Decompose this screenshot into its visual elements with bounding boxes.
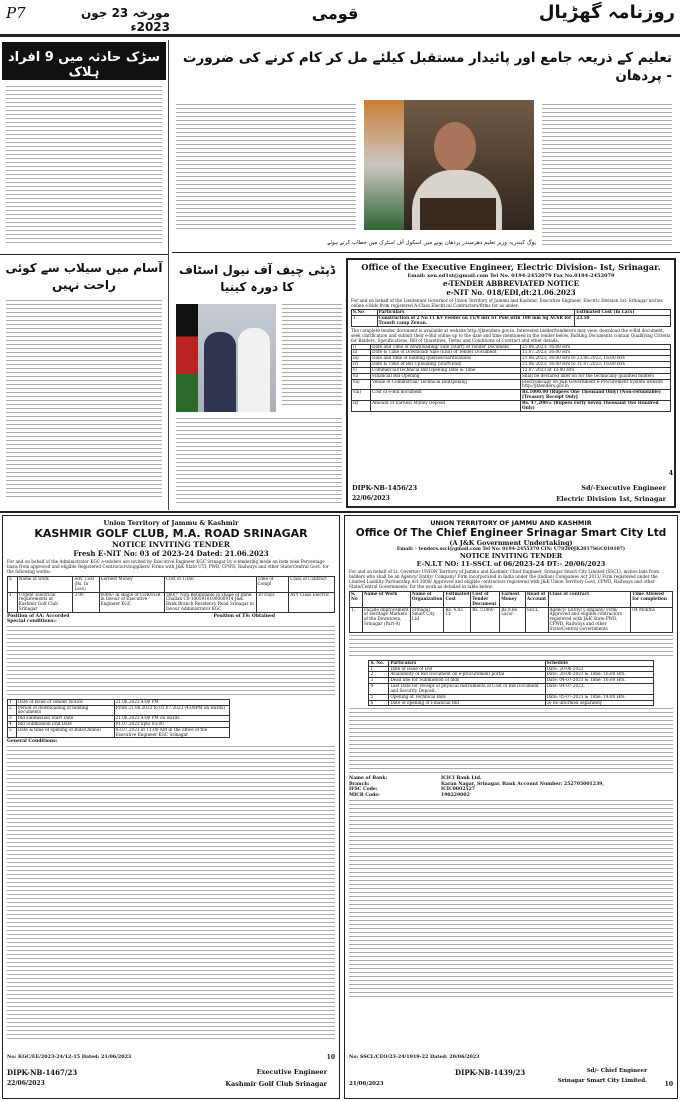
schedule-cell: Date of issue of IFB (389, 666, 545, 672)
schedule-cell: Date: 20-06-2023 (545, 666, 653, 672)
electric-tender (346, 258, 676, 508)
schedule-value: Electronically on J&K Government e-Procurement System website http://jktenders.gov.in (521, 379, 671, 390)
paper-name: روزنامہ گھڑیال (538, 2, 675, 23)
schedule-value: 21.06.2023; 16:00 Hrs (521, 344, 671, 350)
schedule-no: viii) (352, 390, 371, 401)
dates-cell: 03.07.2023 at 11:00 AM in the office of the Executive Engineer KGC Srinagar (114, 727, 229, 738)
schedule-no: iv) (352, 362, 371, 368)
schedule-no: i) (352, 344, 371, 350)
sscl-ut: UNION TERRITORY OF JAMMU AND KASHMIR (430, 519, 592, 527)
table-cell: Rs. 4.83 Cr. (444, 607, 471, 632)
schedule-value: 21.06.2023; 16:00 Hrs to 23.06.2023; 16:00 Hrs (521, 356, 671, 362)
sscl-office: Office Of The Chief Engineer Srinagar Smart City Ltd (355, 527, 667, 539)
schedule-cell: Last Date for receipt of physical instruments of Cost of Bid Document and Security Deposit. (389, 684, 545, 695)
golf-work-table (7, 576, 335, 613)
dates-cell: Date of Issue of Tender Notice (16, 699, 114, 705)
bank-name: ICICI Bank Ltd. (441, 776, 482, 782)
date-line: مورخہ 23 جون 2023ء (80, 6, 170, 34)
schedule-header-cell: S. No. (369, 660, 389, 666)
table-header: Earnest Money (99, 577, 164, 592)
schedule-item: Date and time of bidding queries/clarifications (371, 356, 521, 362)
schedule-value: 11.07.2023; 16:00 Hrs (521, 350, 671, 356)
accident-headline: سڑک حادثہ میں 9 افراد ہلاک (8, 50, 160, 80)
schedule-row (352, 400, 671, 411)
schedule-row (369, 684, 653, 695)
micr-label: MICR Code: (349, 792, 380, 798)
schedule-no: ix) (352, 400, 371, 411)
golf-sign2: Kashmir Golf Club Srinagar (225, 1080, 327, 1088)
schedule-cell: Date of opening of Financial Bid (389, 700, 545, 706)
main-story-col-right (542, 104, 672, 252)
schedule-cell: 4 (369, 684, 389, 695)
electric-ref: DIPK-NB-1456/23 (352, 484, 418, 492)
schedule-cell: Date: 04-07-2023 & Time: 16:00 Hrs. (545, 678, 653, 684)
electric-sign2: Electric Division 1st, Srinagar (556, 495, 666, 503)
schedule-cell: Date: 20-06-2023 & Time: 16:00 Hrs. (545, 672, 653, 678)
golf-date: 22/06/2023 (7, 1080, 45, 1087)
golf-dates-table (7, 699, 230, 739)
schedule-row (352, 379, 671, 390)
table-cell: Srinagar Smart City Ltd (410, 607, 444, 632)
table-header: Estimated Cost (444, 592, 471, 607)
sscl-title: NOTICE INVITING TENDER (459, 552, 563, 560)
schedule-no: iii) (352, 356, 371, 362)
sscl-ref: DIPK-NB-1439/23 (455, 1068, 526, 1077)
electric-sign: Sd/-Executive Engineer (581, 484, 666, 492)
branch: Karan Nagar, Srinagar. Bank Account Number: 252705001239, (441, 781, 604, 787)
golf-special-text (7, 626, 335, 698)
work-no: 1 (352, 315, 378, 326)
lectern (420, 198, 496, 230)
golf-position-aa: Position of AA: Accorded (7, 613, 70, 619)
flag-shape (364, 100, 404, 230)
table-header: Cost of Tender Document (471, 592, 500, 607)
table-cell: 3.00 (73, 592, 99, 612)
table-header: Earnest Money (500, 592, 526, 607)
table-header: S (8, 577, 18, 592)
dates-cell: 3 (8, 716, 17, 722)
sscl-date: 21/06/2023 (349, 1081, 384, 1087)
bank-name-label: Name of Bank: (349, 776, 388, 782)
schedule-header-cell: Particulars (389, 660, 545, 666)
schedule-cell: Date: 04-07-2023. (545, 684, 653, 695)
golf-special: Special conditions:- (7, 619, 57, 625)
person-1 (204, 332, 236, 412)
minister-photo (364, 100, 534, 230)
column-divider (168, 40, 169, 510)
golf-nos: No: KGC/EE/2023-24/12-15 Dated: 21/06/2023 (7, 1054, 132, 1060)
schedule-cell: To be informed separately (545, 700, 653, 706)
electric-nit: e-NIT No. 018/EDI,dt:21.06.2023 (446, 288, 576, 297)
rule-ads-top (0, 511, 680, 513)
golf-general-text (7, 746, 335, 1046)
masthead (0, 0, 680, 36)
schedule-cell: 2 (369, 672, 389, 678)
schedule-value: 21.06.2023; 16:00 Hrs to 11.07.2023; 16:00 Hrs (521, 362, 671, 368)
schedule-no: vii) (352, 379, 371, 390)
schedule-no: ii) (352, 350, 371, 356)
branch-label: Branch: (349, 781, 370, 787)
schedule-value: 12.07.2023 at 13:00 Hrs (521, 367, 671, 373)
schedule-cell: 1 (369, 666, 389, 672)
dates-row (8, 727, 230, 738)
schedule-cell: Dead line for Submission of bids (389, 678, 545, 684)
table-cell: SSCL (525, 607, 548, 632)
schedule-cell: 3 (369, 678, 389, 684)
sscl-contact: Email: - tenders.sscl@gmail.com Tel No: 0194-2455370 CIN: U70200JK2017SGC010107) (396, 547, 626, 552)
micr: 190229002 (441, 792, 470, 798)
table-header: Name of Organization (410, 592, 444, 607)
navy-photo (176, 304, 276, 412)
table-cell: 1. (350, 607, 363, 632)
dates-cell: 21.06.2023 4:00 PM (114, 699, 229, 705)
rule-main-bottom (172, 252, 680, 253)
schedule-item: Date & Time of Bid Uploading (Start/End) (371, 362, 521, 368)
sscl-schedule-table (368, 660, 653, 707)
navy-story-text-bottom (176, 418, 342, 506)
work-desc: Construction of 2 No 11 KV Feeder on 11/9 mtr ST Pole with 100 mm Sq ACSR for Transit camp Zewan. (377, 315, 575, 326)
sscl-para-4 (349, 800, 673, 1000)
golf-title: NOTICE INVITING TENDER (111, 540, 231, 549)
main-story-col-left (176, 104, 356, 234)
flood-headline: آسام میں سیلاب سے کوئی راحت نہیں (5, 261, 163, 292)
golf-club: KASHMIR GOLF CLUB, M.A. ROAD SRINAGAR (34, 527, 308, 540)
schedule-item: Commercial/Technical Bid Opening Date & Time (371, 367, 521, 373)
electric-intro: For and on behalf of the Lieutenant Governor of Union Territory of Jammu and Kashmir, Executive Engineer, Electric Division 1st, Srinagar invites online e-bids from registered A-Class Electrical Contractors/firms for as under: (351, 298, 663, 309)
schedule-cell: Availability of Bid Document on e-procurement portal (389, 672, 545, 678)
sscl-sign2: Srinagar Smart City Limited. (557, 1078, 647, 1084)
schedule-item: Amount of Earnest Money Deposit (371, 400, 521, 411)
sscl-nit: E-N.I.T NO: 11-SSCL of 06/2023-24 DT:- 20/06/2023 (416, 560, 606, 568)
schedule-cell: Date: 05-07-2023 & Time: 14:00 Hrs. (545, 694, 653, 700)
table-header: Adv. Cost (Rs. In Lacs) (73, 577, 99, 592)
flood-story-text (6, 300, 162, 506)
sscl-marker: 10 (664, 1081, 673, 1088)
dates-cell: 01.07.2023 upto 05:00 (114, 721, 229, 727)
electric-contact: Email: xen.ed1st@gmail.com Tel No. 0194-2452079 Fax No.0194-2452079 (407, 273, 615, 279)
table-header: Head of Account (525, 592, 548, 607)
section-title: قومی (311, 4, 359, 23)
schedule-value: Rs. 47,200/= (Rupees Forty Seven Thousand Two Hundred Only) (521, 400, 671, 411)
schedule-cell: Opening of Technical Bids (389, 694, 545, 700)
person-2 (238, 328, 270, 412)
sscl-para-2 (349, 635, 673, 659)
table-cell: Rs.9.66 Lacs/- (500, 607, 526, 632)
golf-nit: Fresh E-NIT No: 03 of 2023-24 Dated: 21.06.2023 (73, 549, 269, 558)
table-cell: 6000/- in shape of CDR/FDR in favour of Executive Engineer KGC (99, 592, 164, 612)
sscl-nos: No: SSCL/CEO/23-24/1919-22 Dated: 20/06/2023 (349, 1054, 480, 1060)
sscl-work-table (349, 591, 673, 633)
col-cost: Estimated Cost (In Lacs) (575, 310, 671, 316)
golf-ref: DIPK-NB-1467/23 (7, 1068, 78, 1077)
electric-date: 22/06/2023 (352, 495, 390, 502)
accident-headline-box (2, 42, 166, 80)
ifsc-label: IFSC Code: (349, 787, 378, 793)
dates-cell: 5 (8, 727, 17, 738)
dates-cell: Period of downloading of bidding documents (16, 705, 114, 716)
table-cell: 30 Days (256, 592, 289, 612)
table-header: Name of work (17, 577, 73, 592)
navy-story-text-right (282, 304, 342, 410)
schedule-no: vi) (352, 373, 371, 379)
schedule-item: Venue of Commercial/ Technical BidOpening (371, 379, 521, 390)
masthead-rule (0, 34, 680, 37)
table-header: Class of Contract (289, 577, 335, 592)
dates-cell: Bid submission Start Date (16, 716, 114, 722)
dates-cell: 1 (8, 699, 17, 705)
electric-title: e-TENDER ABBREVIATED NOTICE (443, 279, 579, 288)
dates-cell: 21.06.2023 4:00 PM on wards (114, 716, 229, 722)
table-cell: 500/= Non Refundable in shape of Bank Challan C0-1005910100000914 J&K Bank Branch Residency Road Srinagar in favour Administrator KGC (164, 592, 256, 612)
dates-cell: 2 (8, 705, 17, 716)
schedule-item: Date & Time of Download/ Sale (End) of Tender Document (371, 350, 521, 356)
electric-marker: 4 (668, 470, 673, 477)
schedule-item: Date and Time of downloading/ Sale (Start) of Tender Document (371, 344, 521, 350)
ifsc: ICIC0002527 (441, 787, 475, 793)
schedule-row (369, 700, 653, 706)
table-cell: Facade improvement of Heritage Markets of the Downtown, Srinagar (Part-A) (362, 607, 410, 632)
electric-note: The complete tender document is available at website http://jktenders.gov.in. Interested bidder/tenderers may view, download the e-Bid document, seek clarification and submit their e-Bid online up to the date and time mentioned in the tender below. Bidding Documents contain Qualifying Criteria for Bidders, Specifications, Bill of Quantities, Terms and Conditions of Contract and other details. (351, 327, 671, 343)
rule-flood-top (0, 254, 168, 255)
schedule-cell: 6 (369, 700, 389, 706)
main-headline: تعلیم کے ذریعہ جامع اور پائیدار مستقبل کیلئے مل کر کام کرنے کی ضرورت - پردھان (182, 50, 672, 84)
schedule-no: v) (352, 367, 371, 373)
table-header: Time of Compl (256, 577, 289, 592)
dates-cell: Bid Submission End Date (16, 721, 114, 727)
kenya-flag (176, 304, 198, 412)
schedule-header-cell: Schedule (545, 660, 653, 666)
sscl-sign: Sd/- Chief Engineer (586, 1068, 647, 1074)
schedule-value: Shall be declared later on for the technically qualified bidders (521, 373, 671, 379)
dates-cell: Date & time of opening of Bids(Online) (16, 727, 114, 738)
table-cell: AYY Class Electric (289, 592, 335, 612)
accident-story-text (6, 86, 162, 248)
page-number: P7 (6, 4, 26, 22)
electric-office: Office of the Executive Engineer, Electric Division- Ist, Srinagar. (361, 262, 661, 272)
table-header: Time Allowed for completion (631, 592, 673, 607)
table-header: Name of Work (362, 592, 410, 607)
sscl-para-3 (349, 708, 673, 776)
golf-ut: Union Territory of Jammu & Kashmir (103, 519, 239, 527)
dates-row (8, 705, 230, 716)
electric-schedule-table (351, 344, 671, 412)
dates-cell: 4 (8, 721, 17, 727)
golf-position-ts: Position of TS: Obtained (213, 613, 275, 619)
table-header: Class of contract (548, 592, 631, 607)
schedule-cell: 5 (369, 694, 389, 700)
table-header: Cost of T/Doc (164, 577, 256, 592)
table-cell: Urgent Electrical requirements at Kashmir Golf Club Srinagar (17, 592, 73, 612)
sscl-sub: (A J&K Government Undertaking) (449, 539, 573, 547)
schedule-item: Financial Bid Opening (371, 373, 521, 379)
schedule-value: Rs.1000.00 (Rupees One Thousand Only) (Non-refundable) [Treasury Receipt Only] (521, 390, 671, 401)
col-particulars: Particulars (377, 310, 575, 316)
schedule-row (352, 390, 671, 401)
navy-headline: ڈپٹی چیف آف نیول اسٹاف کا دورہ کینیا (178, 263, 336, 294)
work-cost: 23.50 (575, 315, 671, 326)
golf-marker: 10 (326, 1054, 335, 1061)
schedule-item: Cost of e-Bid document (371, 390, 521, 401)
table-cell: 1 (8, 592, 18, 612)
dates-cell: From 21.06.2023 to 01.07.2023 (4:00PM on wards) (114, 705, 229, 716)
golf-intro: For and on behalf of the Administrator KGC e-tenders are invited by Executive Engineer KGC Srinagar by e-tendering mode on item wise Percentage basis from approved and eligible Registered Contractors/suppliers/ Firms with J&K State UTI, PWD, CPWD, Railways and other State/Central Govt. for the following works:- (7, 559, 329, 575)
table-cell: 04 Months (631, 607, 673, 632)
table-header: S. No (350, 592, 363, 607)
golf-general: General Conditions: (7, 739, 58, 745)
photo-caption: یوگ کیندریہ وزیر تعلیم دھرمیندر پردھان پونے میں اسکول آف اسٹرک میں خطاب کرتے ہوئے (327, 240, 536, 246)
golf-tender (2, 515, 340, 1099)
electric-work-table (351, 309, 671, 326)
table-cell: Agency/ Entity/ Company/ Firm/ Approved and eligible contractors registered with J&K State PWD, CPWD, Railways and other State/Central Governments (548, 607, 631, 632)
person-head (434, 122, 476, 172)
col-sno: S.No (352, 310, 378, 316)
smart-city-tender (344, 515, 678, 1099)
golf-sign: Executive Engineer (256, 1068, 327, 1076)
sscl-intro: For and on behalf of Lt. Governor UNION Territory of Jammu and Kashmir, Chief Engineer, Srinagar Smart City Limited (SSCL), invites bids from bidders who shall be an Agency/ Entity/ Company/ Firm incorporated in India under the (Indian) Companies Act 2013/ Firm registered under the Limited Liability Partnership Act 2008/ Approved and eligible contractors registered with J&K Union Territory Govt, CPWD, Railways and other State/Central Governments, for the work as detailed in table below: (349, 569, 660, 590)
table-cell: Rs. 5,000/- (471, 607, 500, 632)
